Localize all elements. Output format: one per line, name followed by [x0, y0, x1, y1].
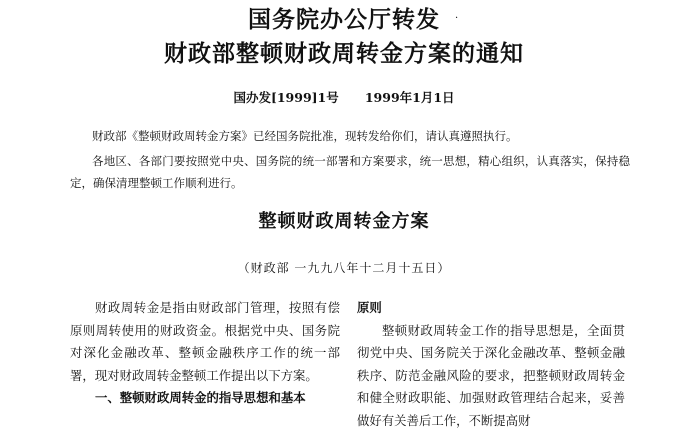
section-heading-1-continued: 原则: [357, 300, 382, 315]
notice-paragraph-1: 财政部《整顿财政周转金方案》已经国务院批准，现转发给你们，请认真遵照执行。: [92, 129, 518, 143]
notice-title-line1: 国务院办公厅转发: [248, 6, 440, 33]
title-mark: ·: [455, 13, 459, 24]
plan-author-date: （财政部 一九九八年十二月十五日）: [237, 261, 451, 275]
document-number-date: 国办发[1999]1号 1999年1月1日: [233, 90, 455, 105]
intro-paragraph: 财政周转金是指由财政部门管理，按照有偿原则周转使用的财政资金。根据党中央、国务院对深化金融改革、整顿金融秩序工作的统一部署，现对财政周转金整顿工作提出以下方案。: [70, 300, 340, 383]
guiding-principle-paragraph: 整顿财政周转金工作的指导思想是，全面贯彻党中央、国务院关于深化金融改革、整顿金融秩序、防范金融风险的要求，把整顿财政周转金和健全财政职能、加强财政管理结合起来，妥善做好有关善后工作，不断提高财: [357, 322, 625, 428]
plan-title: 整顿财政周转金方案: [258, 211, 430, 232]
notice-paragraph-2: 各地区、各部门要按照党中央、国务院的统一部署和方案要求，统一思想，精心组织，认真落实，保持稳定，确保清理整顿工作顺利进行。: [70, 154, 630, 190]
left-column: [70, 297, 340, 410]
section-heading-1: 一、整顿财政周转金的指导思想和基本: [95, 390, 306, 405]
right-column: [357, 297, 625, 432]
notice-title-line2: 财政部整顿财政周转金方案的通知: [164, 40, 524, 67]
